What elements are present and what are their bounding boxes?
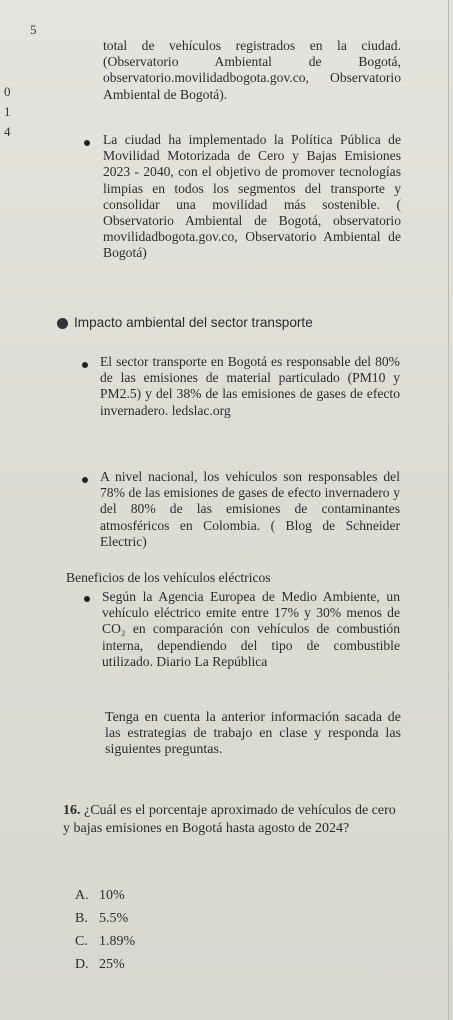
margin-number: 0	[4, 84, 11, 99]
option-value: 10%	[99, 888, 125, 903]
section-title: Impacto ambiental del sector transporte	[74, 315, 313, 330]
option-value: 1.89%	[99, 934, 136, 949]
margin-number: 4	[4, 124, 11, 139]
option-d[interactable]	[75, 957, 125, 973]
ev-benefits-text: Según la Agencia Europea de Medio Ambiente, un vehículo eléctrico emite entre 17% y 30% menos de CO₂ en comparación con vehículos de combustión interna, dependiendo del tipo de combustible utilizado. Diario La República	[102, 589, 400, 669]
bullet-dot	[82, 362, 88, 368]
bullet-dot	[84, 140, 90, 146]
question-16	[63, 802, 405, 838]
transport-emissions-text: El sector transporte en Bogotá es responsable del 80% de las emisiones de material particulado (PM10 y PM2.5) y del 38% de las emisiones de gases de efecto invernadero. ledslac.org	[100, 354, 400, 418]
section-bullet-icon	[57, 318, 68, 329]
instruction-paragraph: Tenga en cuenta la anterior información sacada de las estrategias de trabajo en clase y responda las siguientes preguntas.	[105, 710, 401, 758]
national-emissions-text: A nivel nacional, los vehículos son responsables del 78% de las emisiones de gases de efecto invernadero y del 80% de las emisiones de contaminantes atmosféricos en Colombia. ( Blog de Schneider Electric)	[100, 469, 400, 549]
policy-bullet-text: La ciudad ha implementado la Política Pública de Movilidad Motorizada de Cero y Bajas Emisiones 2023 - 2040, con el objetivo de promover tecnologías limpias en todos los segmentos del transporte y consolidar una movilidad más sostenible. ( Observatorio Ambiental de Bogotá, observatorio movilidadbogota.gov.co, Observatorio Ambiental de Bogotá)	[103, 132, 401, 261]
option-letter: C.	[75, 934, 88, 949]
option-b[interactable]	[75, 911, 128, 927]
option-c[interactable]	[75, 934, 135, 950]
option-value: 5.5%	[99, 911, 129, 926]
section-title: Beneficios de los vehículos eléctricos	[66, 570, 271, 585]
option-letter: A.	[75, 888, 89, 903]
option-a[interactable]	[75, 888, 125, 904]
margin-number: 5	[30, 22, 37, 37]
margin-number: 1	[4, 104, 11, 119]
page-fold-line	[448, 0, 449, 1020]
bullet-dot	[84, 596, 90, 602]
question-text: ¿Cuál es el porcentaje aproximado de vehículos de cero y bajas emisiones en Bogotá hasta agosto de 2024?	[63, 803, 396, 836]
option-letter: B.	[75, 911, 88, 926]
option-letter: D.	[75, 957, 89, 972]
intro-paragraph: total de vehículos registrados en la ciudad. (Observatorio Ambiental de Bogotá, observatorio.movilidadbogota.gov.co, Observatorio Ambiental de Bogotá).	[103, 38, 401, 102]
option-value: 25%	[99, 957, 125, 972]
question-number: 16.	[63, 803, 81, 818]
bullet-dot	[82, 477, 88, 483]
